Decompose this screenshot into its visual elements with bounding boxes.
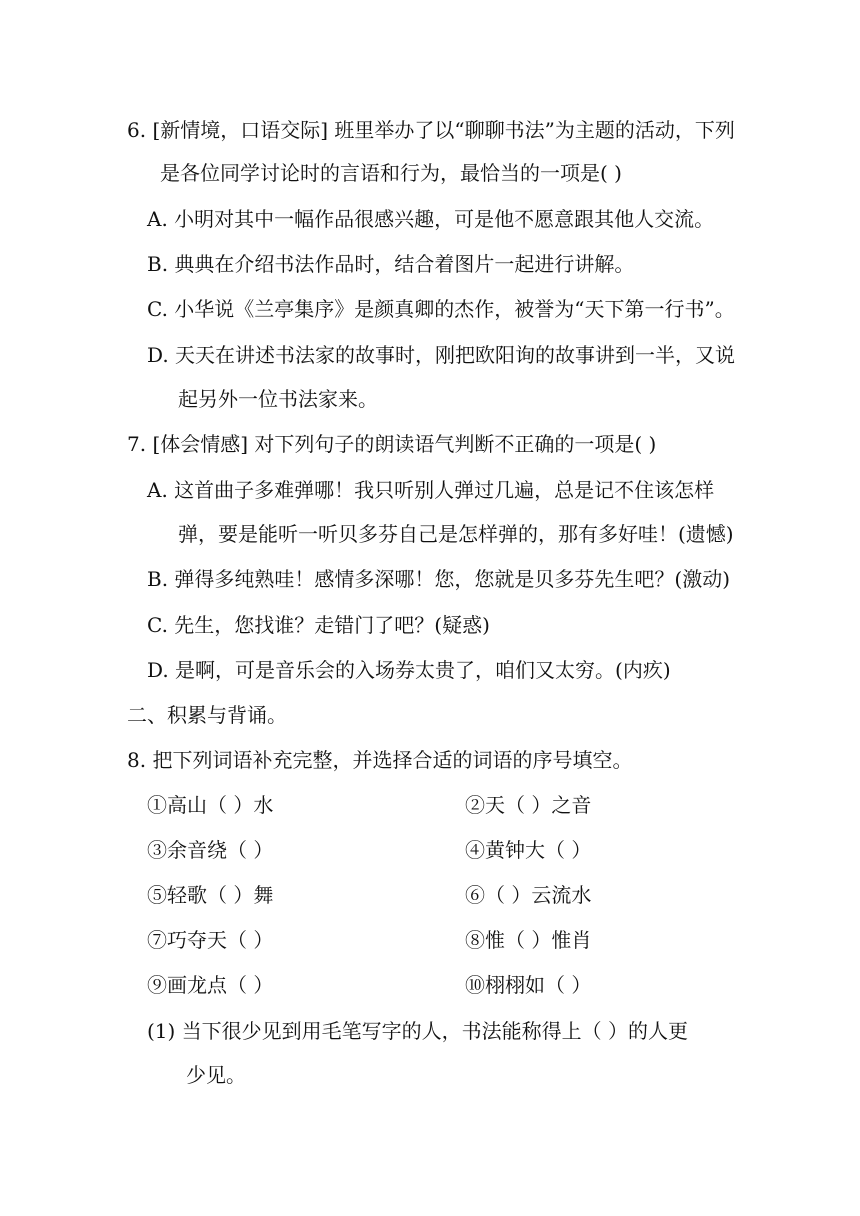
q8-word-8: ⑧惟（ ）惟肖 xyxy=(465,928,592,952)
q8-word-1: ①高山（ ）水 xyxy=(147,793,274,817)
q8-word-6: ⑥（ ）云流水 xyxy=(465,883,592,907)
q8-word-3: ③余音绕（ ） xyxy=(147,838,274,862)
q8-stem: 8. 把下列词语补充完整，并选择合适的词语的序号填空。 xyxy=(127,748,633,772)
q6-option-b: B. 典典在介绍书法作品时，结合着图片一起进行讲解。 xyxy=(147,252,635,276)
q8-sub1-line2: 少见。 xyxy=(186,1063,246,1087)
q6-option-c: C. 小华说《兰亭集序》是颜真卿的杰作，被誉为“天下第一行书”。 xyxy=(147,297,735,321)
q7-option-a-line1: A. 这首曲子多难弹哪！我只听别人弹过几遍，总是记不住该怎样 xyxy=(147,478,715,502)
q8-sub1-line1: (1) 当下很少见到用毛笔写字的人，书法能称得上（ ）的人更 xyxy=(147,1019,689,1043)
q8-word-10: ⑩栩栩如（ ） xyxy=(465,973,592,997)
q6-option-d-line1: D. 天天在讲述书法家的故事时，刚把欧阳询的故事讲到一半，又说 xyxy=(147,343,736,367)
section-title: 二、积累与背诵。 xyxy=(127,703,287,727)
q8-word-5: ⑤轻歌（ ）舞 xyxy=(147,883,274,907)
q8-word-9: ⑨画龙点（ ） xyxy=(147,973,274,997)
q8-word-7: ⑦巧夺天（ ） xyxy=(147,928,274,952)
q8-word-4: ④黄钟大（ ） xyxy=(465,838,592,862)
q7-option-a-line2: 弹，要是能听一听贝多芬自己是怎样弹的，那有多好哇！(遗憾) xyxy=(178,522,734,546)
q6-option-d-line2: 起另外一位书法家来。 xyxy=(178,387,378,411)
q6-stem-line1: 6. [新情境，口语交际] 班里举办了以“聊聊书法”为主题的活动，下列 xyxy=(127,118,735,142)
q6-stem-line2: 是各位同学讨论时的言语和行为，最恰当的一项是( ) xyxy=(160,161,622,185)
q8-word-2: ②天（ ）之音 xyxy=(465,793,592,817)
q7-option-c: C. 先生，您找谁？走错门了吧？(疑惑) xyxy=(147,613,490,637)
q7-option-b: B. 弹得多纯熟哇！感情多深哪！您，您就是贝多芬先生吧？(激动) xyxy=(147,567,731,591)
q7-option-d: D. 是啊，可是音乐会的入场券太贵了，咱们又太穷。(内疚) xyxy=(147,658,671,682)
q7-stem: 7. [体会情感] 对下列句子的朗读语气判断不正确的一项是( ) xyxy=(127,432,657,456)
q6-option-a: A. 小明对其中一幅作品很感兴趣，可是他不愿意跟其他人交流。 xyxy=(147,207,715,231)
